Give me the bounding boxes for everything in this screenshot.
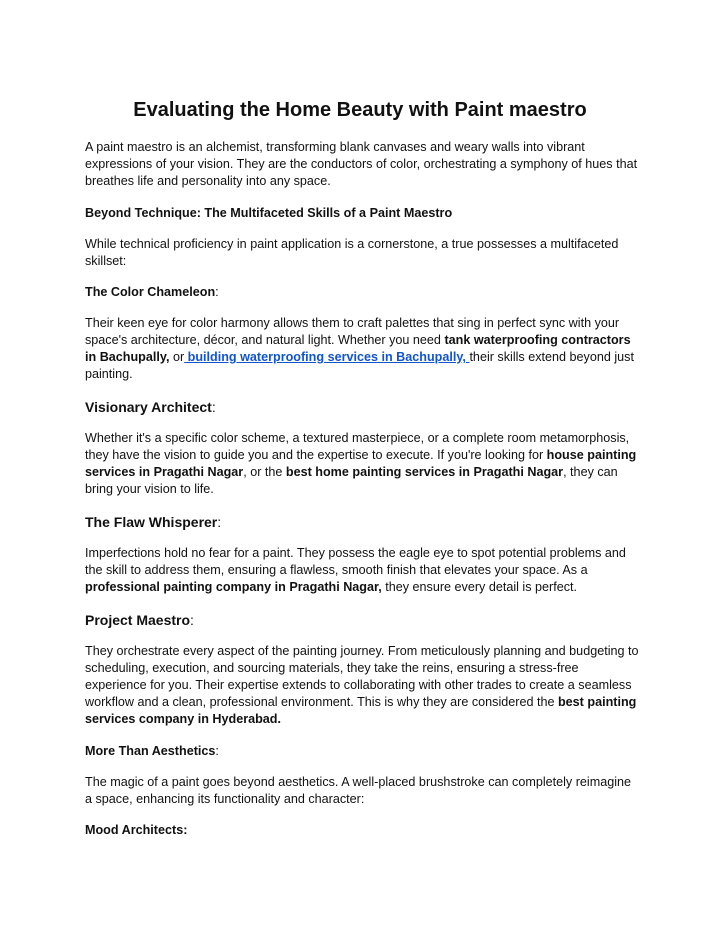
- heading-project-maestro: [85, 611, 640, 629]
- section-heading-beyond: Beyond Technique: The Multifaceted Skills of a Paint Maestro: [85, 206, 453, 220]
- color-chameleon-paragraph: [85, 315, 640, 383]
- visionary-paragraph: [85, 430, 640, 498]
- heading-colon: :: [217, 514, 222, 530]
- text-segment: they ensure every detail is perfect.: [381, 580, 578, 594]
- heading-colon: :: [215, 285, 219, 299]
- heading-colon: :: [190, 612, 194, 628]
- heading-text: The Color Chameleon: [85, 285, 216, 299]
- aesthetics-paragraph: The magic of a paint goes beyond aesthetics. A well-placed brushstroke can completely reimagine a space, enhancing its functionality and character:: [85, 775, 632, 806]
- heading-text: Project Maestro: [85, 612, 191, 628]
- project-paragraph: [85, 643, 640, 728]
- heading-colon: :: [211, 399, 216, 415]
- heading-color-chameleon: [85, 284, 640, 301]
- heading-visionary-architect: [85, 398, 640, 416]
- heading-text: The Flaw Whisperer: [85, 514, 218, 530]
- bold-house-painting: house painting services in Pragathi Nagar: [85, 448, 637, 479]
- bold-professional-painting: professional painting company in Pragathi Nagar,: [85, 580, 382, 594]
- heading-text: More Than Aesthetics: [85, 744, 216, 758]
- bold-best-painting-hyderabad: best painting services company in Hyderabad.: [85, 695, 637, 726]
- bold-tank-waterproofing: tank waterproofing contractors in Bachupally,: [85, 333, 631, 364]
- intro-paragraph: A paint maestro is an alchemist, transforming blank canvases and weary walls into vibrant expressions of your vision. They are the conductors of color, orchestrating a symphony of hues that breathes life and personality into any space.: [85, 140, 638, 188]
- page-title: Evaluating the Home Beauty with Paint maestro: [133, 99, 587, 121]
- text-segment: or: [169, 350, 185, 364]
- text-segment: their skills extend beyond just painting.: [85, 350, 634, 381]
- heading-colon: :: [215, 744, 219, 758]
- text-segment: , or the: [243, 465, 286, 479]
- heading-text: Visionary Architect: [85, 399, 212, 415]
- heading-flaw-whisperer: [85, 513, 640, 531]
- building-waterproofing-link[interactable]: building waterproofing services in Bachupally,: [184, 350, 470, 364]
- flaw-paragraph: [85, 545, 640, 596]
- text-segment: Whether it's a specific color scheme, a textured masterpiece, or a complete room metamorphosis, they have the vision to guide you and the expertise to execute. If you're looking for: [85, 431, 630, 462]
- text-segment: Imperfections hold no fear for a paint. They possess the eagle eye to spot potential problems and the skill to address them, ensuring a flawless, smooth finish that elevates your space. As a: [85, 546, 626, 577]
- text-segment: They orchestrate every aspect of the painting journey. From meticulously planning and budgeting to scheduling, execution, and sourcing materials, they take the reins, ensuring a stress-free experience for you. Their expertise extends to collaborating with other trades to create a seamless workflow and a clean, professional environment. This is why they are considered the: [85, 644, 639, 709]
- bold-best-home-painting: best home painting services in Pragathi Nagar: [285, 465, 564, 479]
- text-segment: Their keen eye for color harmony allows them to craft palettes that sing in perfect sync with your space's architecture, décor, and natural light. Whether you need: [85, 316, 620, 347]
- heading-more-than-aesthetics: [85, 743, 640, 760]
- text-segment: , they can bring your vision to life.: [85, 465, 618, 496]
- heading-mood-architects: Mood Architects:: [85, 823, 188, 837]
- beyond-paragraph: While technical proficiency in paint application is a cornerstone, a true possesses a multifaceted skillset:: [85, 237, 619, 268]
